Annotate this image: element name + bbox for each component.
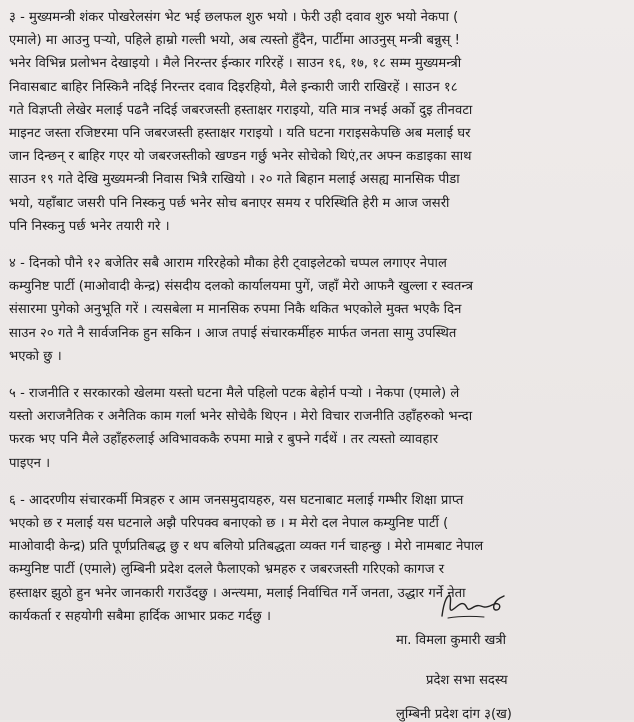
paragraph-line: एमाले) मा आउनु पऱ्यो, पहिले हाम्रो गल्ती भयो, अब त्यस्तो हुँदैन, पार्टीमा आउनुस् मन्त्री बन्नुस् ! xyxy=(9,33,460,49)
paragraph-line: जान दिन्छन् र बाहिर गएर यो जबरजस्तीको खण्डन गर्छु भनेर सोचेको थिएं,तर अफ्न कडाइका साथ xyxy=(9,149,472,165)
paragraph-line: कार्यकर्ता र सहयोगी सबैमा हार्दिक आभार प्रकट गर्दछु । xyxy=(9,608,272,624)
signatory-name: मा. विमला कुमारी खत्री xyxy=(396,633,506,648)
paragraph-line: ६ - आदरणीय संचारकर्मी मित्रहरु र आम जनसमुदायहरु, यस घटनाबाट मलाई गम्भीर शिक्षा प्राप्त xyxy=(9,492,464,508)
signatory-title: प्रदेश सभा सदस्य xyxy=(426,673,508,688)
paragraph-4 xyxy=(9,252,620,368)
paragraph-line: यस्तो अराजनैतिक र अनैतिक काम गर्ला भनेर सोचेकै थिएन । मेरो विचार राजनीति उहाँहरुको भन्दा xyxy=(9,409,473,425)
handwritten-signature xyxy=(438,590,508,624)
paragraph-line: भएको छु । xyxy=(9,348,62,364)
paragraph-line: कम्युनिष्ट पार्टी (एमाले) लुम्बिनी प्रदेश दलले फैलाएको भ्रमहरु र जबरजस्ती गरिएको कागज र xyxy=(9,562,445,578)
paragraph-3 xyxy=(9,6,620,238)
paragraph-line: गते विज्ञप्ती लेखेर मलाई पढनै नदिई जबरजस्ती हस्ताक्षर गराइयो, यति मात्र नभई अर्को दुइ तीनवटा xyxy=(9,102,473,118)
paragraph-line: संसारमा पुगेको अनुभूति गरें । त्यसबेला म मानसिक रुपमा निकै थकित भएकोले मुक्त भएकै दिन xyxy=(9,302,462,318)
paragraph-line: भएको छ र मलाई यस घटनाले अझै परिपक्व बनाएको छ । म मेरो दल नेपाल कम्युनिष्ट पार्टी ( xyxy=(9,516,449,532)
paragraph-line: पनि निस्कनु पर्छ भनेर तयारी गरे । xyxy=(9,218,170,234)
paragraph-line: निवासबाट बाहिर निस्किनै नदिई निरन्तर दवाव दिइरहियो, मैले इन्कारी जारी राखिरहें । साउन १८ xyxy=(9,79,458,95)
paragraph-line: हस्ताक्षर झुठो हुन भनेर जानकारी गराउँदछु । अन्त्यमा, मलाई निर्वाचित गर्ने जनता, उद्धार गर्ने नेता xyxy=(9,585,466,601)
paragraph-line: ५ - राजनीति र सरकारको खेलमा यस्तो घटना मैले पहिलो पटक बेहोर्न पर्‍यो । नेकपा (एमाले) ले xyxy=(9,386,460,402)
paragraph-line: ४ - दिनको पौने १२ बजेतिर सबै आराम गरिरहेको मौका हेरी ट्वाइलेटको चप्पल लगाएर नेपाल xyxy=(9,256,447,272)
paragraph-line: भयो, यहाँबाट जसरी पनि निस्कनु पर्छ भनेर सोच बनाएर समय र परिस्थिति हेरी म आज जसरी xyxy=(9,195,450,211)
paragraph-line: फरक भए पनि मैले उहाँहरुलाई अविभावककै रुपमा मान्ने र बुफ्ने गर्दथें । तर त्यस्तो व्यावहार xyxy=(9,432,439,448)
paragraph-line: भनेर विभिन्न प्रलोभन देखाइयो । मैले निरन्तर ईन्कार गरिरहें । साउन १६, १७, १८ सम्म मुख्यमन्त्री xyxy=(9,56,462,72)
paragraph-6 xyxy=(9,489,620,628)
paragraph-line: माइनट जस्ता रजिष्टरमा पनि जबरजस्ती हस्ताक्षर गराइयो । यति घटना गराइसकेपछि अब मलाई घर xyxy=(9,126,471,142)
paragraph-line: साउन १९ गते देखि मुख्यमन्त्री निवास भित्रै राखियो । २० गते बिहान मलाई असह्य मानसिक पीडा xyxy=(9,172,460,188)
signatory-district: लुम्बिनी प्रदेश दांग ३(ख) xyxy=(396,707,512,722)
paragraph-line: कम्युनिष्ट पार्टी (माओवादी केन्द्र) संसदीय दलको कार्यालयमा पुगें, जहाँ मेरो आफनै खुल्ला र स्वतन्त्र xyxy=(9,279,473,295)
paragraph-5 xyxy=(9,382,620,475)
paragraph-line: साउन २० गते नै सार्वजनिक हुन सकिन । आज तपाई संचारकर्मीहरु मार्फत जनता सामु उपस्थित xyxy=(9,325,457,341)
paragraph-line: ३ - मुख्यमन्त्री शंकर पोखरेलसंग भेट भई छलफल शुरु भयो । फेरी उही दवाव शुरु भयो नेकपा ( xyxy=(9,10,459,25)
paragraph-line: माओवादी केन्द्र) प्रति पूर्णप्रतिबद्ध छु र थप बलियो प्रतिबद्धता व्यक्त गर्न चाहन्छु । मेरो नामबाट नेपाल xyxy=(9,539,484,555)
letter-body xyxy=(9,6,620,628)
paragraph-line: पाइएन । xyxy=(9,455,51,471)
